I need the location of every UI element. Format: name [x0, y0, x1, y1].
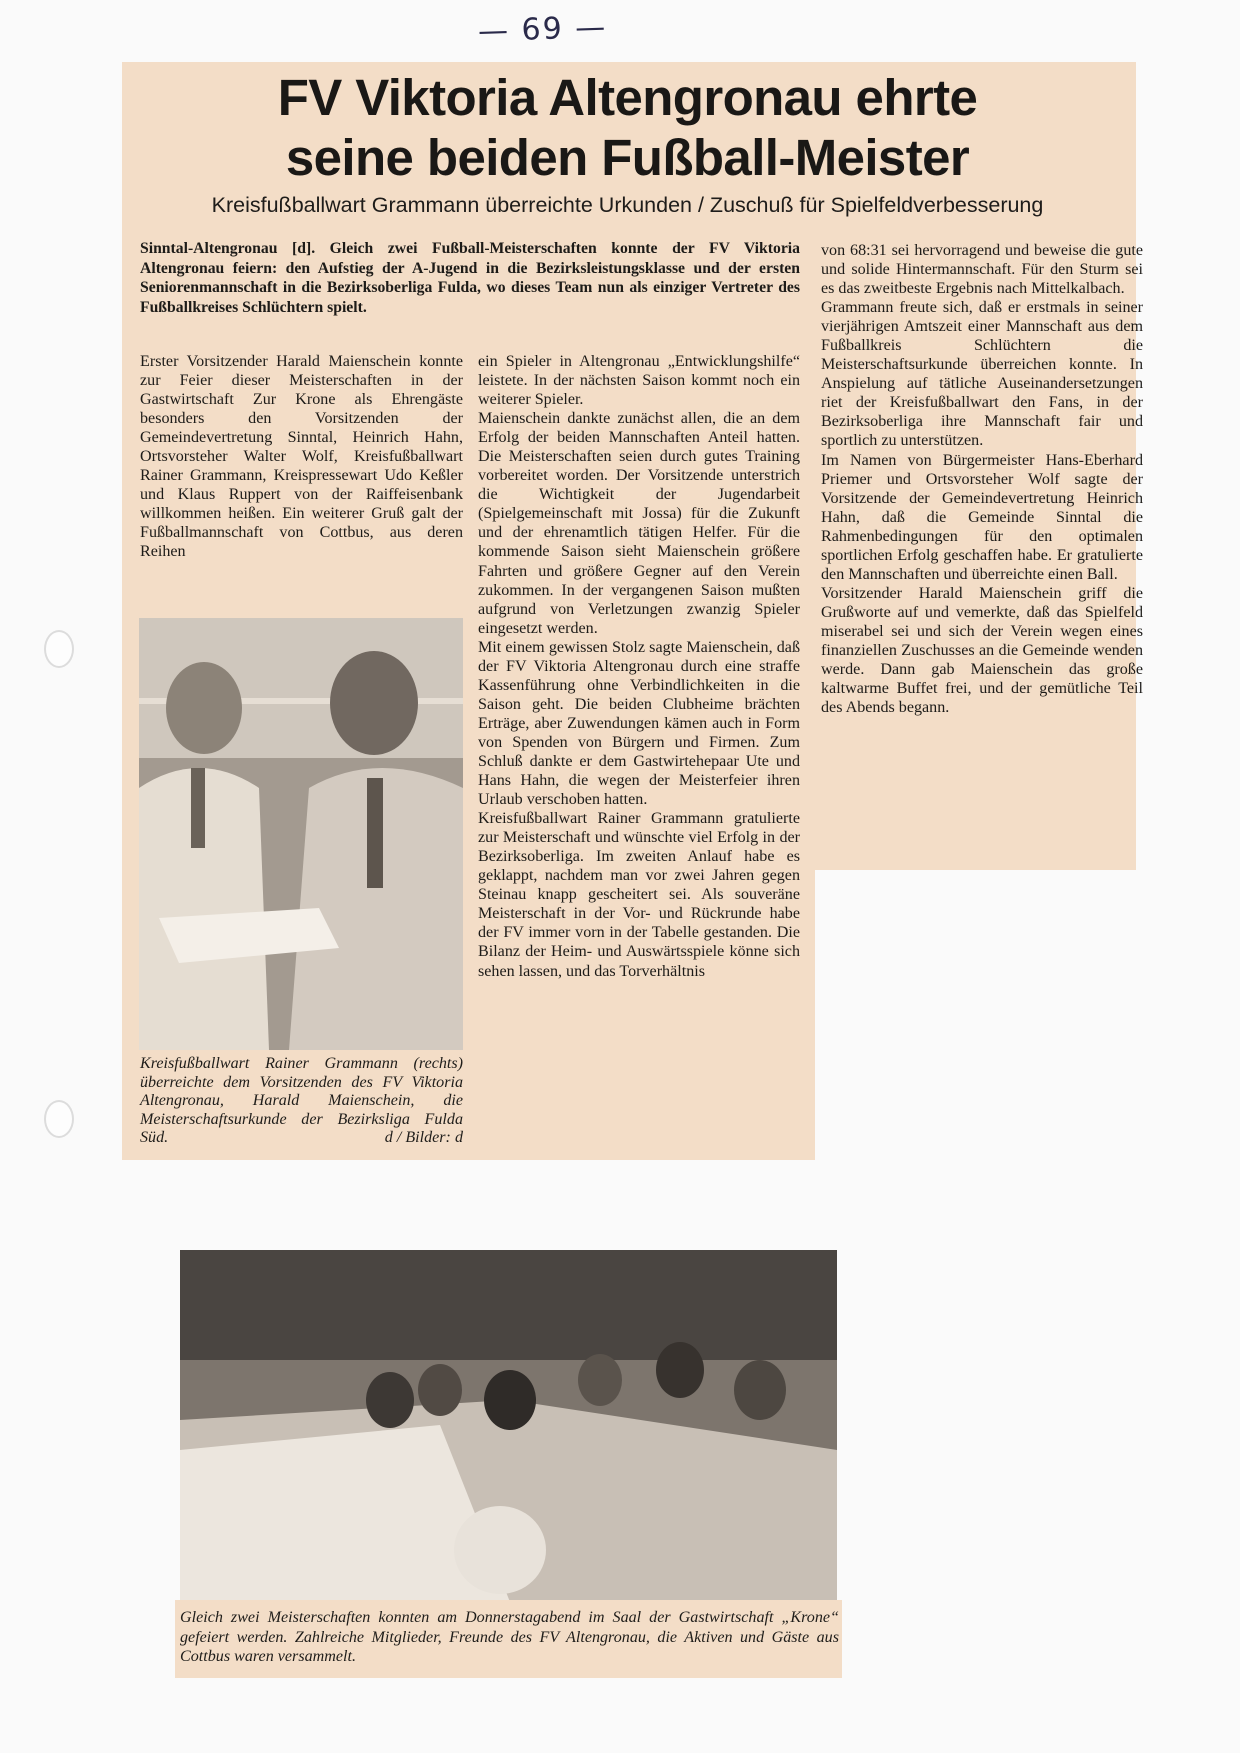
photo-credit: d / Bilder: d — [384, 1129, 463, 1147]
article-column-2 — [478, 352, 800, 981]
photo-handover-certificate — [139, 618, 463, 1050]
paragraph: Kreisfußballwart Rainer Grammann gratulierte zur Meisterschaft und wünschte viel Erfolg in der Bezirksoberliga. Im zweiten Anlauf habe es geklappt, nachdem man vor zwei Jahren gegen Steinau knapp gescheitert sei. Als souveräne Meisterschaft in der Vor- und Rückrunde habe der FV immer vorn in der Tabelle gestanden. Die Bilanz der Heim- und Auswärtsspiele könne sich sehen lassen, und das Torverhältnis — [478, 810, 800, 980]
lead-paragraph: Sinntal-Altengronau [d]. Gleich zwei Fußball-Meisterschaften konnte der FV Viktoria Altengronau feiern: den Aufstieg der A-Jugend in die Bezirksleistungsklasse und der ersten Seniorenmannschaft in die Bezirksoberliga Fulda, wo dieses Team nun als einziger Vertreter des Fußballkreises Schlüchtern spielt. — [140, 240, 800, 316]
bleed-through-text — [1120, 80, 1150, 220]
headline-line-1: FV Viktoria Altengronau ehrte — [277, 69, 978, 126]
paragraph: Vorsitzender Harald Maienschein griff die Grußworte auf und vemerkte, daß das Spielfeld miserabel sei und sich der Verein wegen eines finanziellen Zuschusses an die Gemeinde wenden werde. Dann gab Maienschein das große kaltwarme Buffet frei, und der gemütliche Teil des Abends begann. — [821, 584, 1143, 717]
paragraph: Mit einem gewissen Stolz sagte Maienschein, daß der FV Viktoria Altengronau durch eine straffe Kassenführung ohne Verbindlichkeiten in die Saison geht. Die beiden Clubheime brächten Erträge, aber Zuwendungen kämen auch in Form von Spenden von Bürgern und Firmen. Zum Schluß dankte er dem Gastwirtehepaar Ute und Hans Hahn, die wegen der Meisterfeier ihren Urlaub verschoben hatten. — [478, 638, 800, 809]
photo-caption-1 — [140, 1055, 463, 1148]
photo-crowd-illustration — [180, 1250, 837, 1602]
paragraph: Grammann freute sich, daß er erstmals in seiner vierjährigen Amtszeit einer Mannschaft aus dem Fußballkreis Schlüchtern die Meisterschaftsurkunde überreichen konnte. In Anspielung auf tätliche Auseinandersetzungen riet der Kreisfußballwart den Fans, in der Bezirksoberliga ihre Mannschaft fair und sportlich zu unterstützen. — [821, 299, 1143, 450]
article-column-1 — [140, 352, 463, 562]
headline-line-2: seine beiden Fußball-Meister — [285, 129, 970, 186]
paragraph: Im Namen von Bürgermeister Hans-Eberhard Priemer und Ortsvorsteher Wolf sagte der Vorsitzende der Gemeindevertretung Heinrich Hahn, daß die Gemeinde Sinntal die Rahmenbedingungen für den optimalen sportlichen Erfolg geschaffen habe. Er gratulierte den Mannschaften und überreichte einen Ball. — [821, 451, 1143, 583]
paragraph: ein Spieler in Altengronau „Entwicklungshilfe“ leistete. In der nächsten Saison kommt noch ein weiterer Spieler. — [478, 353, 800, 409]
photo-caption-2: Gleich zwei Meisterschaften konnten am Donnerstagabend im Saal der Gastwirtschaft „Krone“ gefeiert werden. Zahlreiche Mitglieder, Freunde des FV Altengronau, die Aktiven und Gäste aus Cottbus waren versammelt. — [180, 1609, 839, 1665]
article-column-3 — [821, 241, 1143, 717]
clipping-cut-area — [815, 870, 1145, 1170]
page-number: — 69 — — [477, 9, 608, 50]
photo-two-men-illustration — [139, 618, 463, 1050]
paragraph: von 68:31 sei hervorragend und beweise die gute und solide Hintermannschaft. Für den Sturm sei es das zweitbeste Ergebnis nach Mittelkalbach. — [821, 242, 1143, 298]
subheadline: Kreisfußballwart Grammann überreichte Urkunden / Zuschuß für Spielfeldverbesserung — [211, 193, 1044, 217]
paragraph: Erster Vorsitzender Harald Maienschein konnte zur Feier dieser Meisterschaften in der Gastwirtschaft Zur Krone als Ehrengäste besonders den Vorsitzenden der Gemeindevertretung Sinntal, Heinrich Hahn, Ortsvorsteher Walter Wolf, Kreisfußballwart Rainer Grammann, Kreispressewart Udo Keßler und Klaus Ruppert von der Raiffeisenbank willkommen heißen. Ein weiterer Gruß galt der Fußballmannschaft von Cottbus, aus deren Reihen — [140, 353, 463, 561]
punch-hole-bottom — [44, 1100, 74, 1138]
paragraph: Maienschein dankte zunächst allen, die an dem Erfolg der beiden Mannschaften Anteil hatten. Die Meisterschaften seien durch gutes Training vorbereitet worden. Der Vorsitzende unterstrich die Wichtigkeit der Jugendarbeit (Spielgemeinschaft mit Jossa) für die Zukunft und der ehrenamtlich tätigen Helfer. Für die kommende Saison sieht Maienschein größere Fahrten und größere Gegner auf den Verein zukommen. In der vergangenen Saison mußten aufgrund von Verletzungen zwanzig Spieler eingesetzt werden. — [478, 410, 800, 637]
punch-hole-top — [44, 630, 74, 668]
headline — [140, 68, 1115, 188]
caption-text: Kreisfußballwart Rainer Grammann (rechts) überreichte dem Vorsitzenden des FV Viktoria Altengronau, Harald Maienschein, die Meisterschaftsurkunde der Bezirksliga Fulda Süd. — [140, 1055, 463, 1147]
photo-celebration-hall — [180, 1250, 837, 1602]
